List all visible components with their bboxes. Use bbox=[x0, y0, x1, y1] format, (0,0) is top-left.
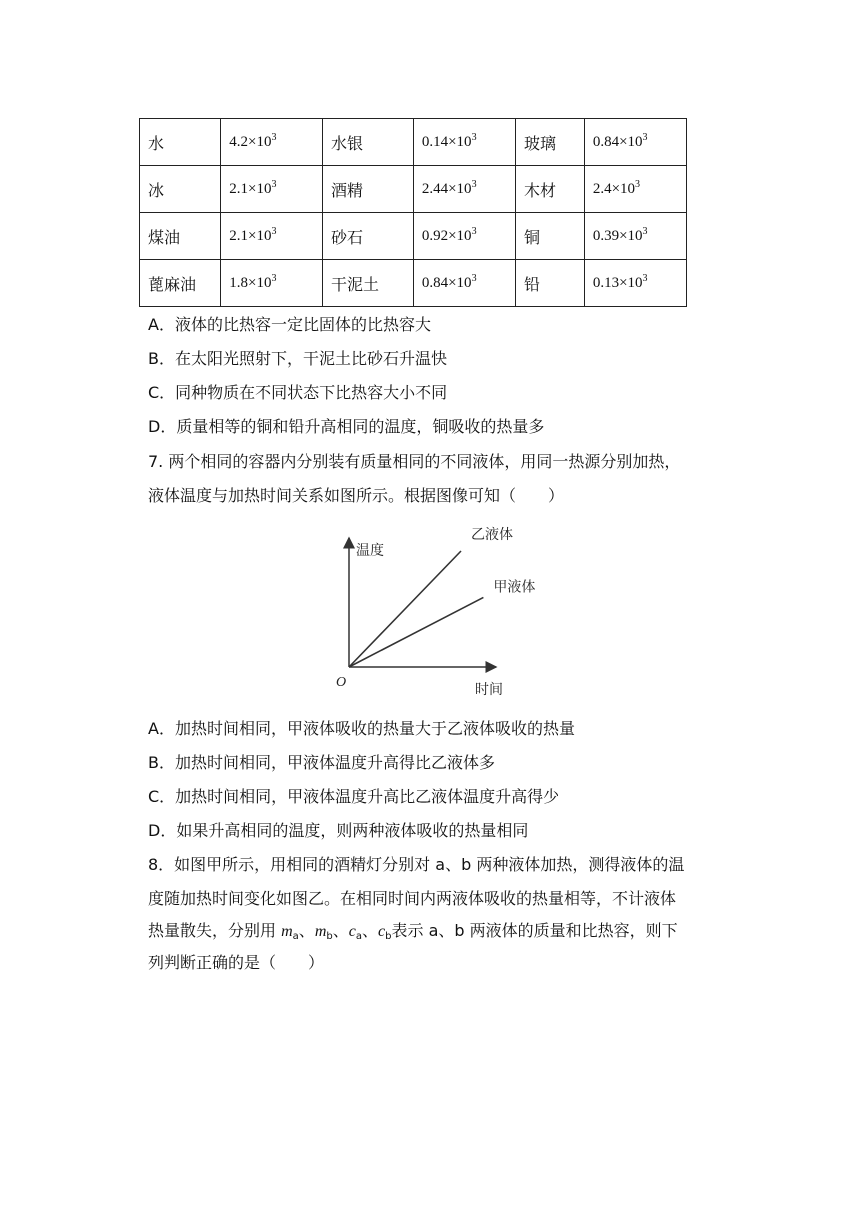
series-line-2 bbox=[349, 597, 483, 667]
q8-line4: 列判断正确的是（ ） bbox=[148, 953, 325, 972]
q6-option-b: B．在太阳光照射下，干泥土比砂石升温快 bbox=[148, 349, 447, 368]
q8-line2: 度随加热时间变化如图乙。在相同时间内两液体吸收的热量相等，不计液体 bbox=[148, 889, 677, 908]
specific-heat-value-cell: $2.1\times 10^3$ bbox=[221, 166, 323, 213]
substance-name-cell: 酒精 bbox=[323, 166, 414, 213]
x-axis-label: 时间 bbox=[475, 682, 503, 698]
specific-heat-value-cell: $0.39\times 10^3$ bbox=[584, 213, 686, 260]
table-row bbox=[140, 213, 687, 260]
substance-name-cell: 铜 bbox=[515, 213, 584, 260]
specific-heat-value-cell: $4.2\times 10^3$ bbox=[221, 119, 323, 166]
series-line-1 bbox=[349, 551, 461, 667]
specific-heat-value-cell: $0.84\times 10^3$ bbox=[584, 119, 686, 166]
substance-name-cell: 干泥土 bbox=[323, 260, 414, 307]
substance-name-cell: 蓖麻油 bbox=[140, 260, 221, 307]
q8-line1: 8．如图甲所示，用相同的酒精灯分别对 a、b 两种液体加热，测得液体的温 bbox=[148, 855, 685, 874]
substance-name-cell: 冰 bbox=[140, 166, 221, 213]
specific-heat-value-cell: $1.8\times 10^3$ bbox=[221, 260, 323, 307]
series-label-2: 甲液体 bbox=[493, 579, 536, 596]
q8-line3: 热量散失，分别用 $m_a$、$m_b$、$c_a$、$c_b$表示 a、b 两液体的质量和比热容，则下 bbox=[148, 921, 678, 942]
q6-option-c: C．同种物质在不同状态下比热容大小不同 bbox=[148, 383, 448, 402]
temperature-time-chart bbox=[330, 527, 536, 700]
substance-name-cell: 煤油 bbox=[140, 213, 221, 260]
substance-name-cell: 砂石 bbox=[323, 213, 414, 260]
q7-option-d: D．如果升高相同的温度，则两种液体吸收的热量相同 bbox=[148, 821, 529, 840]
table-row bbox=[140, 166, 687, 213]
specific-heat-value-cell: $0.13\times 10^3$ bbox=[584, 260, 686, 307]
substance-name-cell: 玻璃 bbox=[515, 119, 584, 166]
specific-heat-value-cell: $2.1\times 10^3$ bbox=[221, 213, 323, 260]
q7-option-b: B．加热时间相同，甲液体温度升高得比乙液体多 bbox=[148, 753, 495, 772]
table-row bbox=[140, 119, 687, 166]
specific-heat-value-cell: $0.14\times 10^3$ bbox=[413, 119, 515, 166]
origin-label: O bbox=[336, 675, 347, 690]
substance-name-cell: 水银 bbox=[323, 119, 414, 166]
substance-name-cell: 木材 bbox=[515, 166, 584, 213]
q7-stem-line2: 液体温度与加热时间关系如图所示。根据图像可知（ ） bbox=[148, 486, 565, 505]
specific-heat-value-cell: $2.4\times 10^3$ bbox=[584, 166, 686, 213]
substance-name-cell: 铅 bbox=[515, 260, 584, 307]
specific-heat-table bbox=[139, 118, 687, 307]
table-row bbox=[140, 260, 687, 307]
q6-option-a: A．液体的比热容一定比固体的比热容大 bbox=[148, 315, 431, 334]
series-label-1: 乙液体 bbox=[471, 527, 513, 543]
substance-name-cell: 水 bbox=[140, 119, 221, 166]
q7-option-c: C．加热时间相同，甲液体温度升高比乙液体温度升高得少 bbox=[148, 787, 560, 806]
specific-heat-value-cell: $0.84\times 10^3$ bbox=[413, 260, 515, 307]
y-axis-label: 温度 bbox=[356, 543, 384, 559]
specific-heat-value-cell: $0.92\times 10^3$ bbox=[413, 213, 515, 260]
q7-stem-line1: 7. 两个相同的容器内分别装有质量相同的不同液体，用同一热源分别加热， bbox=[148, 452, 681, 471]
q6-option-d: D．质量相等的铜和铅升高相同的温度，铜吸收的热量多 bbox=[148, 417, 545, 436]
q7-option-a: A．加热时间相同，甲液体吸收的热量大于乙液体吸收的热量 bbox=[148, 719, 575, 738]
specific-heat-value-cell: $2.44\times 10^3$ bbox=[413, 166, 515, 213]
